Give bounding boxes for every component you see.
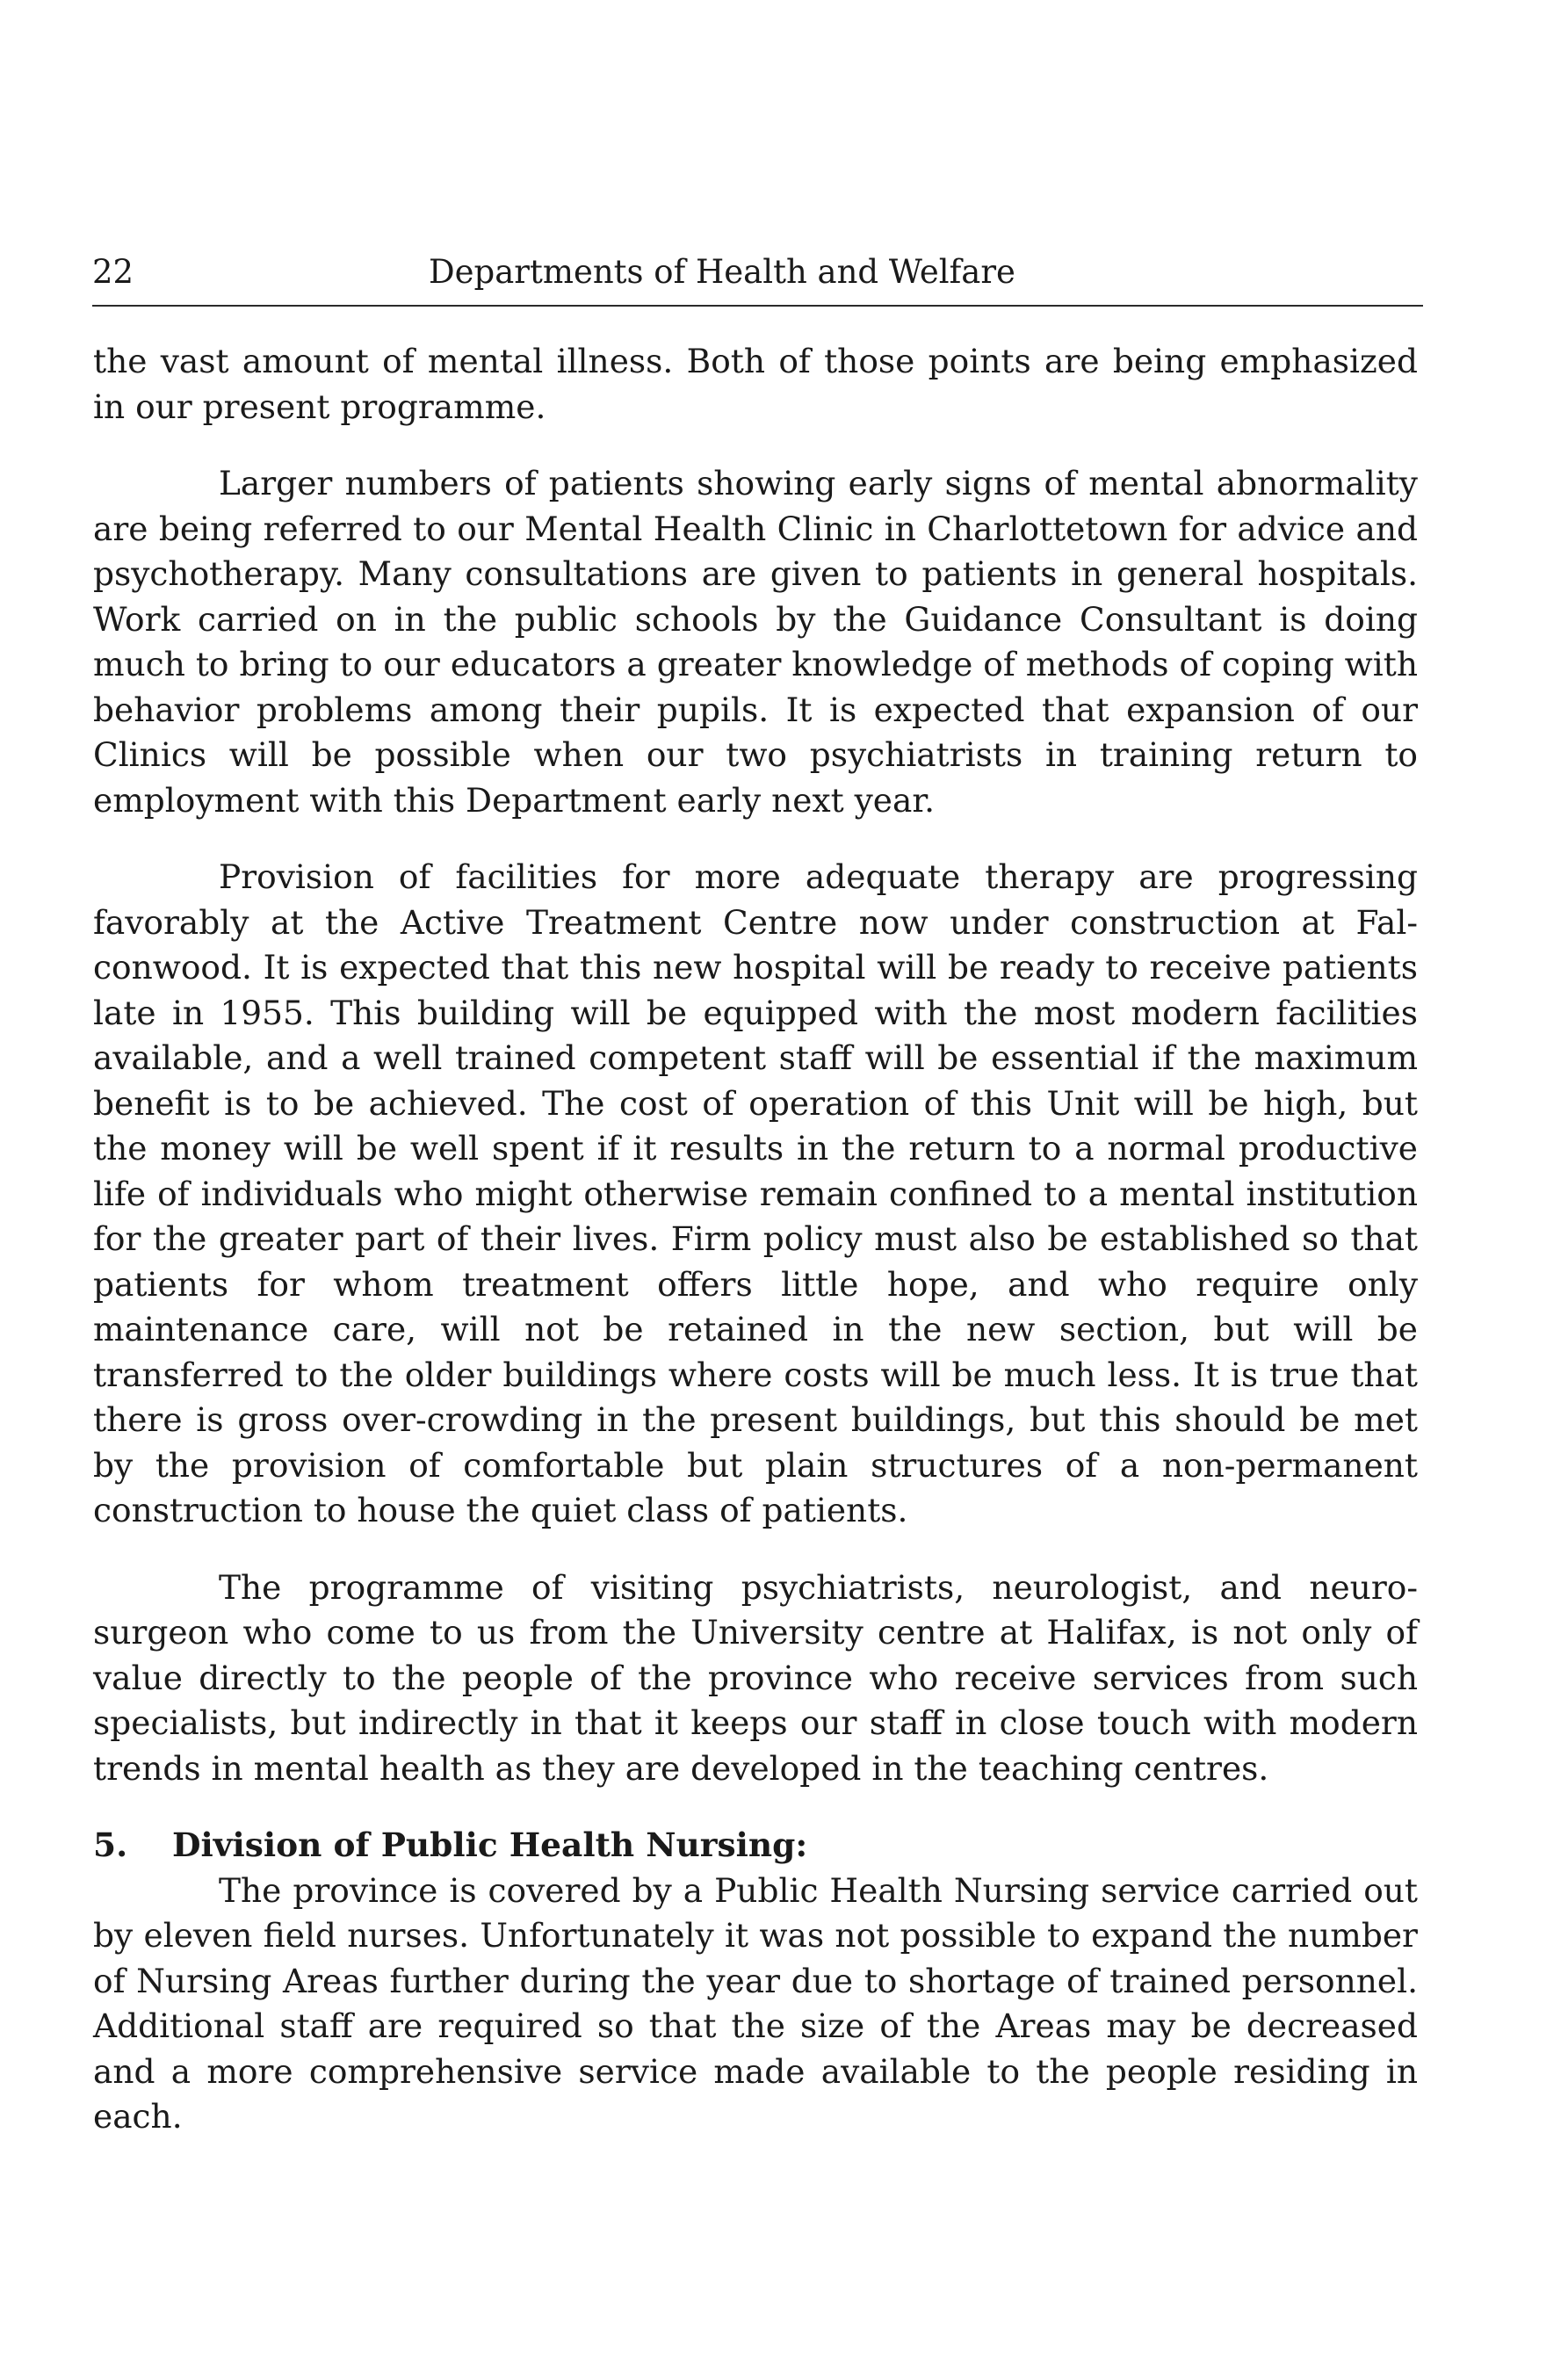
paragraph-visiting-specialists: The programme of visiting psychiatrists, neurologist, and neurosurgeon who come to us from the University centre at Halifax, is not only of value directly to the people of the province who receive services from such specialists, but indirectly in that it keeps our staff in close touch with modern trends in mental health as they are developed in the teaching centres. <box>93 1567 1418 1788</box>
section-heading <box>93 1823 1418 1869</box>
section-number: 5. <box>93 1825 128 1864</box>
section-title: Division of Public Health Nursing: <box>172 1825 808 1864</box>
header-rule <box>92 305 1423 307</box>
paragraph-continued: the vast amount of mental illness. Both of those points are being emphasized in our present programme. <box>93 342 1418 426</box>
running-head <box>92 250 1423 294</box>
paragraph-public-health-nursing: The province is covered by a Public Health Nursing service carried out by eleven field nurses. Unfortunately it was not possible to expand the number of Nursing Areas further during the year due to shortage of trained personnel. Additional staff are required so that the size of the Areas may be decreased and a more comprehensive service made available to the people residing in each. <box>93 1870 1418 2136</box>
body-text <box>93 339 1418 2172</box>
paragraph-active-treatment-centre: Provision of facilities for more adequate therapy are progressing favorably at the Active Treatment Centre now under construction at Falconwood. It is expected that this new hospital will be ready to receive patients late in 1955. This building will be equipped with the most modern facilities available, and a well trained competent staff will be essential if the maximum benefit is to be achieved. The cost of operation of this Unit will be high, but the money will be well spent if it results in the return to a normal productive life of individuals who might otherwise remain confined to a mental institution for the greater part of their lives. Firm policy must also be established so that patients for whom treatment offers little hope, and who require only maintenance care, will not be retained in the new section, but will be transferred to the older buildings where costs will be much less. It is true that there is gross over-crowding in the present buildings, but this should be met by the provision of comfortable but plain structures of a non-permanent construction to house the quiet class of patients. <box>93 857 1418 1529</box>
paragraph-mental-health-clinic: Larger numbers of patients showing early signs of mental abnormality are being referred to our Mental Health Clinic in Charlottetown for advice and psychotherapy. Many consultations are given to patients in general hospitals. Work carried on in the public schools by the Guidance Consultant is doing much to bring to our educators a greater knowledge of methods of coping with behavior problems among their pupils. It is expected that expansion of our Clinics will be possible when our two psychiatrists in training return to employment with this Department early next year. <box>93 464 1418 820</box>
running-title: Departments of Health and Welfare <box>429 253 1015 291</box>
page-number: 22 <box>92 253 134 291</box>
